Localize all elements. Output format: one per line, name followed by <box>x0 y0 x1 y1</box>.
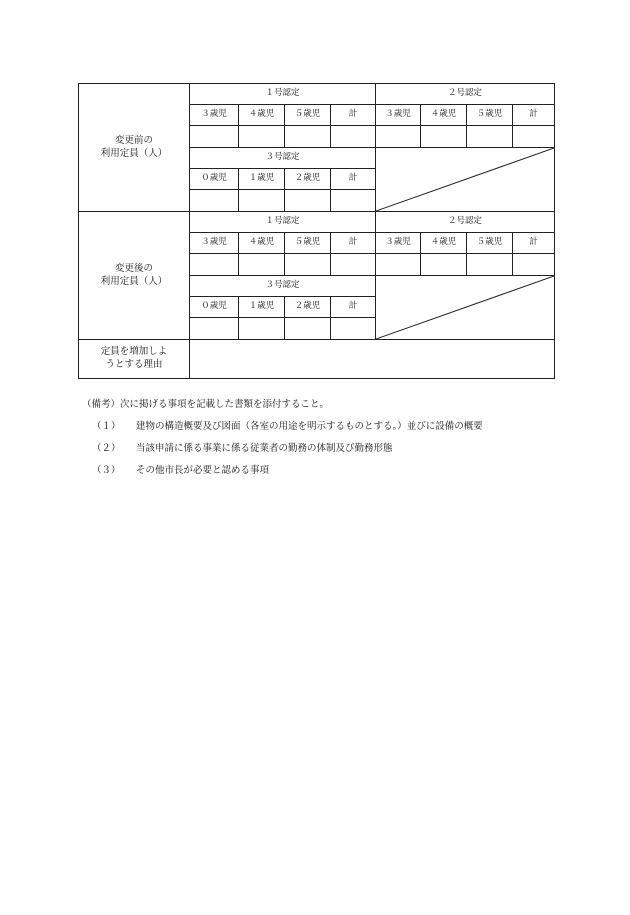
after-blank-diagonal-cell <box>376 276 555 340</box>
remarks-item <box>82 416 562 438</box>
after-cert3-col-age1: １歳児 <box>239 297 285 318</box>
before-cert1-age5-input[interactable] <box>285 126 331 148</box>
before-cert2-col-age4: ４歳児 <box>421 105 467 126</box>
after-cert3-col-total: 計 <box>331 297 376 318</box>
before-cert2-col-age5: ５歳児 <box>467 105 513 126</box>
before-cert3-total-input[interactable] <box>331 190 376 212</box>
before-cert2-age3-input[interactable] <box>376 126 421 148</box>
after-cert2-header: ２号認定 <box>376 212 555 233</box>
increase-reason-label <box>79 340 190 379</box>
before-cert3-age0-input[interactable] <box>190 190 239 212</box>
after-cert2-col-age4: ４歳児 <box>421 233 467 254</box>
after-cert1-col-age4: ４歳児 <box>239 233 285 254</box>
remarks-item-number: （１） <box>92 421 121 432</box>
remarks-item-number: （２） <box>92 443 121 454</box>
before-cert1-col-age4: ４歳児 <box>239 105 285 126</box>
before-cert3-col-age0: ０歳児 <box>190 169 239 190</box>
after-cert2-age5-input[interactable] <box>467 254 513 276</box>
before-cert2-header: ２号認定 <box>376 84 555 105</box>
before-cert2-age5-input[interactable] <box>467 126 513 148</box>
before-cert3-age1-input[interactable] <box>239 190 285 212</box>
after-cert1-age4-input[interactable] <box>239 254 285 276</box>
after-cert2-total-input[interactable] <box>513 254 555 276</box>
after-cert3-col-age0: ０歳児 <box>190 297 239 318</box>
after-cert3-age0-input[interactable] <box>190 318 239 340</box>
before-cert1-age3-input[interactable] <box>190 126 239 148</box>
after-cert2-age3-input[interactable] <box>376 254 421 276</box>
before-cert1-col-age5: ５歳児 <box>285 105 331 126</box>
before-cert1-col-age3: ３歳児 <box>190 105 239 126</box>
after-capacity-label <box>79 212 190 340</box>
before-cert1-age4-input[interactable] <box>239 126 285 148</box>
reason-label-line1: 定員を増加しよ <box>100 346 168 358</box>
before-label-line1: 変更前の <box>114 134 153 146</box>
after-cert1-col-total: 計 <box>331 233 376 254</box>
increase-reason-field[interactable] <box>190 340 555 379</box>
after-cert3-total-input[interactable] <box>331 318 376 340</box>
after-cert2-col-total: 計 <box>513 233 555 254</box>
remarks-item-number: （３） <box>92 465 121 476</box>
before-cert3-col-age2: ２歳児 <box>285 169 331 190</box>
before-cert3-col-age1: １歳児 <box>239 169 285 190</box>
remarks-section <box>82 394 562 482</box>
before-cert1-total-input[interactable] <box>331 126 376 148</box>
remarks-item-text: その他市長が必要と認める事項 <box>136 465 270 476</box>
after-label-line1: 変更後の <box>114 262 153 274</box>
after-cert3-header: ３号認定 <box>190 276 376 297</box>
capacity-change-table <box>78 83 555 379</box>
after-cert1-header: １号認定 <box>190 212 376 233</box>
after-cert2-age4-input[interactable] <box>421 254 467 276</box>
diagonal-slash <box>376 148 554 211</box>
after-cert1-age3-input[interactable] <box>190 254 239 276</box>
after-cert2-col-age5: ５歳児 <box>467 233 513 254</box>
before-cert2-age4-input[interactable] <box>421 126 467 148</box>
after-cert2-col-age3: ３歳児 <box>376 233 421 254</box>
remarks-item <box>82 438 562 460</box>
after-cert1-age5-input[interactable] <box>285 254 331 276</box>
after-cert3-col-age2: ２歳児 <box>285 297 331 318</box>
before-capacity-label <box>79 84 190 212</box>
diagonal-slash <box>376 276 554 339</box>
before-cert3-header: ３号認定 <box>190 148 376 169</box>
before-cert2-total-input[interactable] <box>513 126 555 148</box>
before-cert1-header: １号認定 <box>190 84 376 105</box>
after-cert1-total-input[interactable] <box>331 254 376 276</box>
before-cert2-col-total: 計 <box>513 105 555 126</box>
after-cert3-age1-input[interactable] <box>239 318 285 340</box>
before-cert1-col-total: 計 <box>331 105 376 126</box>
reason-label-line2: うとする理由 <box>105 359 163 370</box>
before-cert3-age2-input[interactable] <box>285 190 331 212</box>
before-cert2-col-age3: ３歳児 <box>376 105 421 126</box>
after-cert1-col-age5: ５歳児 <box>285 233 331 254</box>
after-cert3-age2-input[interactable] <box>285 318 331 340</box>
before-blank-diagonal-cell <box>376 148 555 212</box>
remarks-item-text: 建物の構造概要及び図面（各室の用途を明示するものとする。）並びに設備の概要 <box>136 421 483 432</box>
after-cert1-col-age3: ３歳児 <box>190 233 239 254</box>
before-label-line2: 利用定員（人） <box>100 147 168 159</box>
before-cert3-col-total: 計 <box>331 169 376 190</box>
remarks-heading: （備考）次に掲げる事項を記載した書類を添付すること。 <box>82 399 330 410</box>
after-label-line2: 利用定員（人） <box>100 275 168 287</box>
remarks-item-text: 当該申請に係る事業に係る従業者の勤務の体制及び勤務形態 <box>136 443 393 454</box>
remarks-item <box>82 460 562 482</box>
